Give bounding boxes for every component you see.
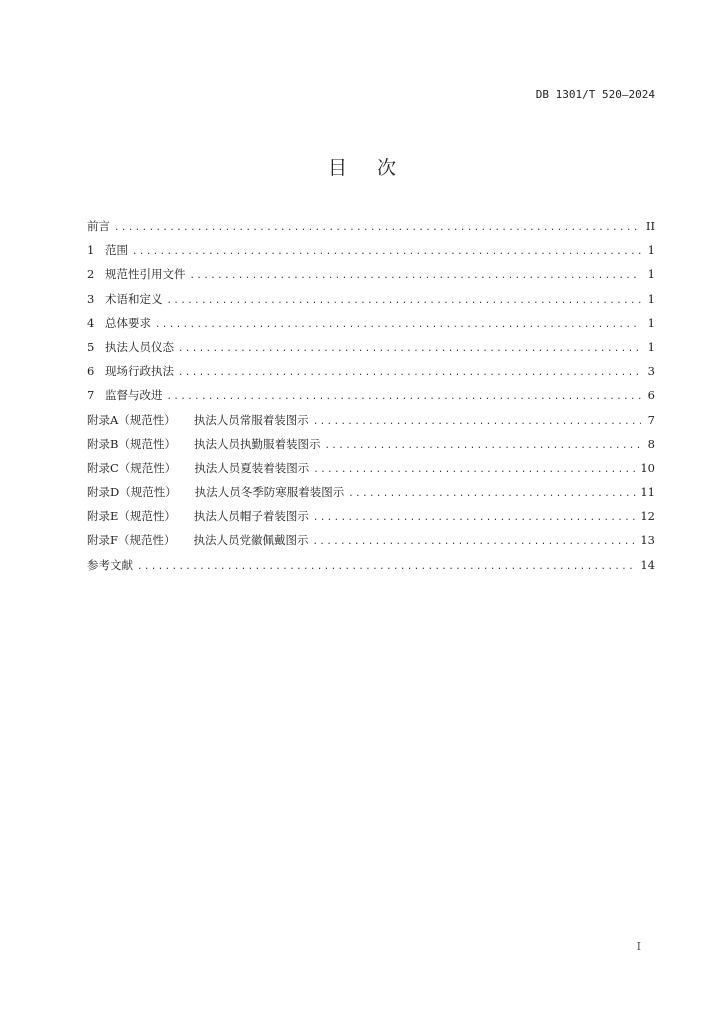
toc-entry-page: 10: [640, 460, 655, 475]
toc-entry-title: 附录E（规范性）: [87, 509, 176, 524]
toc-entry-number: 3: [87, 291, 95, 306]
toc-dot-leader: [178, 344, 641, 354]
toc-dot-leader: [313, 513, 636, 523]
toc-entry-title: 现场行政执法: [105, 364, 174, 379]
toc-dot-leader: [190, 271, 642, 281]
toc-entry[interactable]: [87, 436, 655, 460]
toc-dot-leader: [132, 247, 641, 257]
toc-entry-title: 执法人员仪态: [105, 339, 174, 354]
toc-entry[interactable]: [87, 557, 655, 581]
page-number: I: [636, 940, 641, 953]
toc-dot-leader: [313, 417, 641, 427]
toc-entry-page: 1: [647, 267, 655, 282]
toc-entry[interactable]: [87, 266, 655, 290]
toc-entry[interactable]: [87, 242, 655, 266]
toc-entry-subtitle: 执法人员帽子着装图示: [193, 509, 309, 524]
toc-entry[interactable]: [87, 363, 655, 387]
toc-entry-page: II: [645, 219, 655, 233]
toc-entry-title: 附录D（规范性）: [87, 485, 177, 500]
toc-entry-subtitle: 执法人员党徽佩戴图示: [193, 533, 309, 548]
toc-entry[interactable]: [87, 460, 655, 484]
toc-entry-title: 参考文献: [87, 557, 133, 572]
toc-entry-page: 12: [640, 509, 655, 524]
toc-entry-title: 规范性引用文件: [105, 267, 186, 282]
toc-entry-subtitle: 执法人员夏装着装图示: [194, 460, 310, 475]
toc-dot-leader: [114, 223, 641, 233]
toc-entry[interactable]: [87, 315, 655, 339]
toc-entry-title: 范围: [105, 243, 128, 258]
toc-entry-title: 附录B（规范性）: [87, 436, 176, 451]
toc-entry[interactable]: [87, 218, 655, 242]
toc-entry[interactable]: [87, 291, 655, 315]
toc-entry-number: 5: [87, 339, 95, 354]
toc-dot-leader: [324, 441, 641, 451]
toc-dot-leader: [167, 296, 642, 306]
toc-dot-leader: [348, 489, 636, 499]
toc-entry-page: 8: [647, 436, 655, 451]
toc-entry[interactable]: [87, 339, 655, 363]
toc-entry-page: 6: [647, 388, 655, 403]
toc-entry-number: 7: [87, 388, 95, 403]
toc-entry-subtitle: 执法人员执勤服着装图示: [193, 436, 321, 451]
toc-entry-page: 11: [640, 485, 655, 500]
toc-entry-title: 前言: [87, 219, 110, 233]
toc-entry-title: 监督与改进: [105, 388, 163, 403]
toc-entry-page: 1: [647, 315, 655, 330]
toc-entry-page: 1: [647, 339, 655, 354]
toc-dot-leader: [137, 562, 636, 572]
toc-entry-page: 3: [647, 364, 655, 379]
toc-entry-title: 附录F（规范性）: [87, 533, 176, 548]
toc-entry[interactable]: [87, 387, 655, 411]
toc-entry-title: 总体要求: [105, 315, 151, 330]
toc-entry-page: 1: [647, 243, 655, 258]
toc-entry[interactable]: [87, 412, 655, 436]
toc-entry-title: 附录C（规范性）: [87, 460, 177, 475]
toc-dot-leader: [178, 368, 641, 378]
page-title: 目次: [327, 157, 426, 179]
toc-entry-title: 附录A（规范性）: [87, 412, 176, 427]
toc-entry-title: 术语和定义: [105, 291, 163, 306]
toc-entry-subtitle: 执法人员冬季防寒服着装图示: [194, 485, 345, 500]
toc-entry-page: 7: [647, 412, 655, 427]
toc-dot-leader: [167, 392, 642, 402]
toc-entry[interactable]: [87, 484, 655, 508]
toc-entry-page: 1: [647, 291, 655, 306]
toc-entry-subtitle: 执法人员常服着装图示: [193, 412, 309, 427]
toc-dot-leader: [313, 465, 636, 475]
toc-entry[interactable]: [87, 532, 655, 556]
toc-entry-page: 14: [640, 557, 655, 572]
toc-entry-page: 13: [640, 533, 655, 548]
toc-entry-number: 2: [87, 267, 95, 282]
toc-entry[interactable]: [87, 508, 655, 532]
toc-entry-number: 1: [87, 243, 95, 258]
toc-dot-leader: [155, 320, 641, 330]
toc-entry-number: 6: [87, 364, 95, 379]
document-code: DB 1301/T 520—2024: [535, 88, 655, 101]
toc-entry-number: 4: [87, 315, 95, 330]
toc-dot-leader: [312, 537, 636, 547]
table-of-contents: [87, 218, 655, 581]
